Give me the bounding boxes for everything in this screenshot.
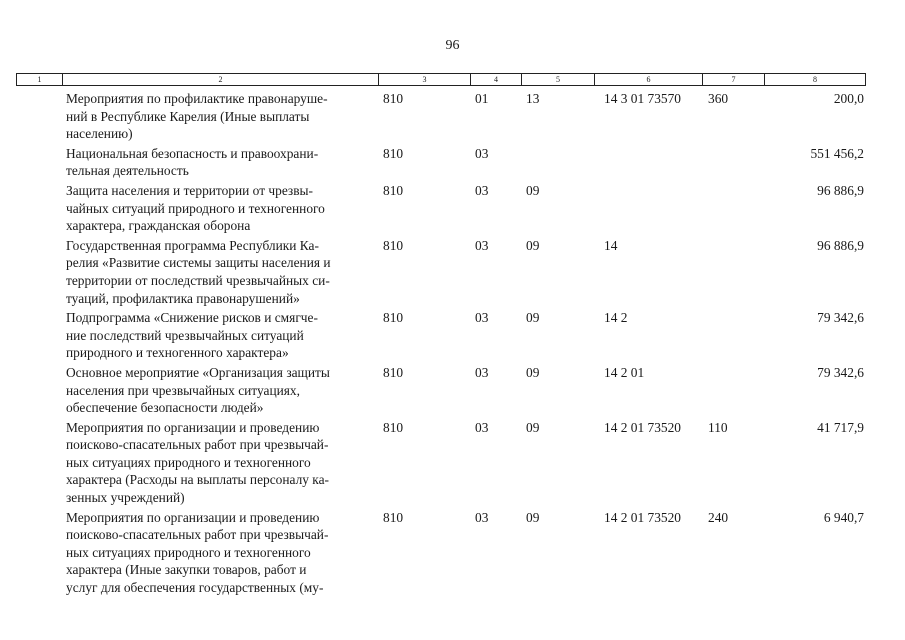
row-amount: 79 342,6: [817, 310, 864, 326]
row-admin-code: 810: [383, 419, 404, 435]
row-section-code: 03: [475, 310, 489, 326]
row-target-code: 14 2 01: [604, 364, 645, 380]
row-amount: 41 717,9: [817, 419, 864, 435]
row-subsection-code: 09: [526, 182, 540, 198]
row-subsection-code: 09: [526, 310, 540, 326]
header-column-4: 4: [471, 74, 522, 85]
row-subsection-code: 09: [526, 419, 540, 435]
table-row: [0, 419, 905, 507]
header-column-7: 7: [703, 74, 765, 85]
row-item-name: Подпрограмма «Снижение рисков и смягче- ние последствий чрезвычайных ситуаций природного и техногенного характера»: [66, 310, 318, 361]
row-section-code: 03: [475, 509, 489, 525]
row-expense-type: 240: [708, 509, 729, 525]
row-section-code: 03: [475, 364, 489, 380]
row-section-code: 03: [475, 419, 489, 435]
header-column-2: 2: [63, 74, 379, 85]
row-expense-type: 360: [708, 91, 729, 106]
table-row: [0, 90, 905, 143]
row-target-code: 14 2: [604, 310, 628, 326]
table-row: [0, 509, 905, 597]
row-subsection-code: 09: [526, 364, 540, 380]
row-subsection-code: 13: [526, 91, 540, 106]
page-number: 96: [445, 38, 460, 53]
header-column-5: 5: [522, 74, 595, 85]
row-item-name: Государственная программа Республики Ка- релия «Развитие системы защиты населения и территории от последствий чрезвычайных си- туаций, профилактика правонарушений»: [66, 237, 331, 306]
table-row: [0, 182, 905, 235]
row-admin-code: 810: [383, 145, 404, 161]
row-admin-code: 810: [383, 364, 404, 380]
table-row: [0, 364, 905, 417]
row-subsection-code: 09: [526, 509, 540, 525]
header-column-6: 6: [595, 74, 703, 85]
table-row: [0, 309, 905, 362]
row-section-code: 03: [475, 237, 489, 253]
table-row: [0, 145, 905, 180]
row-admin-code: 810: [383, 91, 404, 106]
row-admin-code: 810: [383, 237, 404, 253]
row-amount: 200,0: [833, 91, 864, 106]
table-body: [0, 90, 905, 599]
table-row: [0, 237, 905, 307]
row-target-code: 14 2 01 73520: [604, 509, 681, 525]
row-item-name: Мероприятия по профилактике правонаруше- ний в Республике Карелия (Иные выплаты населению): [66, 91, 328, 142]
table-header-row: [16, 73, 866, 86]
row-section-code: 03: [475, 145, 489, 161]
row-amount: 79 342,6: [817, 364, 864, 380]
header-column-8: 8: [813, 75, 817, 84]
row-item-name: Национальная безопасность и правоохрани- тельная деятельность: [66, 145, 319, 179]
row-amount: 551 456,2: [810, 145, 864, 161]
row-target-code: 14: [604, 237, 618, 253]
row-section-code: 03: [475, 182, 489, 198]
row-amount: 6 940,7: [823, 509, 864, 525]
row-item-name: Защита населения и территории от чрезвы- чайных ситуаций природного и техногенного характера, гражданская оборона: [66, 182, 325, 234]
row-item-name: Мероприятия по организации и проведению поисково-спасательных работ при чрезвычай- ных ситуациях природного и техногенного характера (Расходы на выплаты персоналу ка- зенных учреждений): [66, 419, 329, 506]
row-admin-code: 810: [383, 310, 404, 326]
row-target-code: 14 2 01 73520: [604, 419, 681, 435]
row-item-name: Основное мероприятие «Организация защиты населения при чрезвычайных ситуациях, обеспечение безопасности людей»: [66, 364, 330, 416]
row-item-name: Мероприятия по организации и проведению поисково-спасательных работ при чрезвычай- ных ситуациях природного и техногенного характера (Иные закупки товаров, работ и услуг для обеспечения государственных (му-: [66, 509, 329, 596]
row-amount: 96 886,9: [817, 182, 864, 198]
row-section-code: 01: [475, 91, 489, 106]
header-column-3: 3: [379, 74, 471, 85]
row-target-code: 14 3 01 73570: [604, 91, 681, 106]
row-admin-code: 810: [383, 509, 404, 525]
row-admin-code: 810: [383, 182, 404, 198]
row-amount: 96 886,9: [817, 237, 864, 253]
row-expense-type: 110: [708, 419, 728, 435]
row-subsection-code: 09: [526, 237, 540, 253]
header-column-1: 1: [17, 74, 63, 85]
